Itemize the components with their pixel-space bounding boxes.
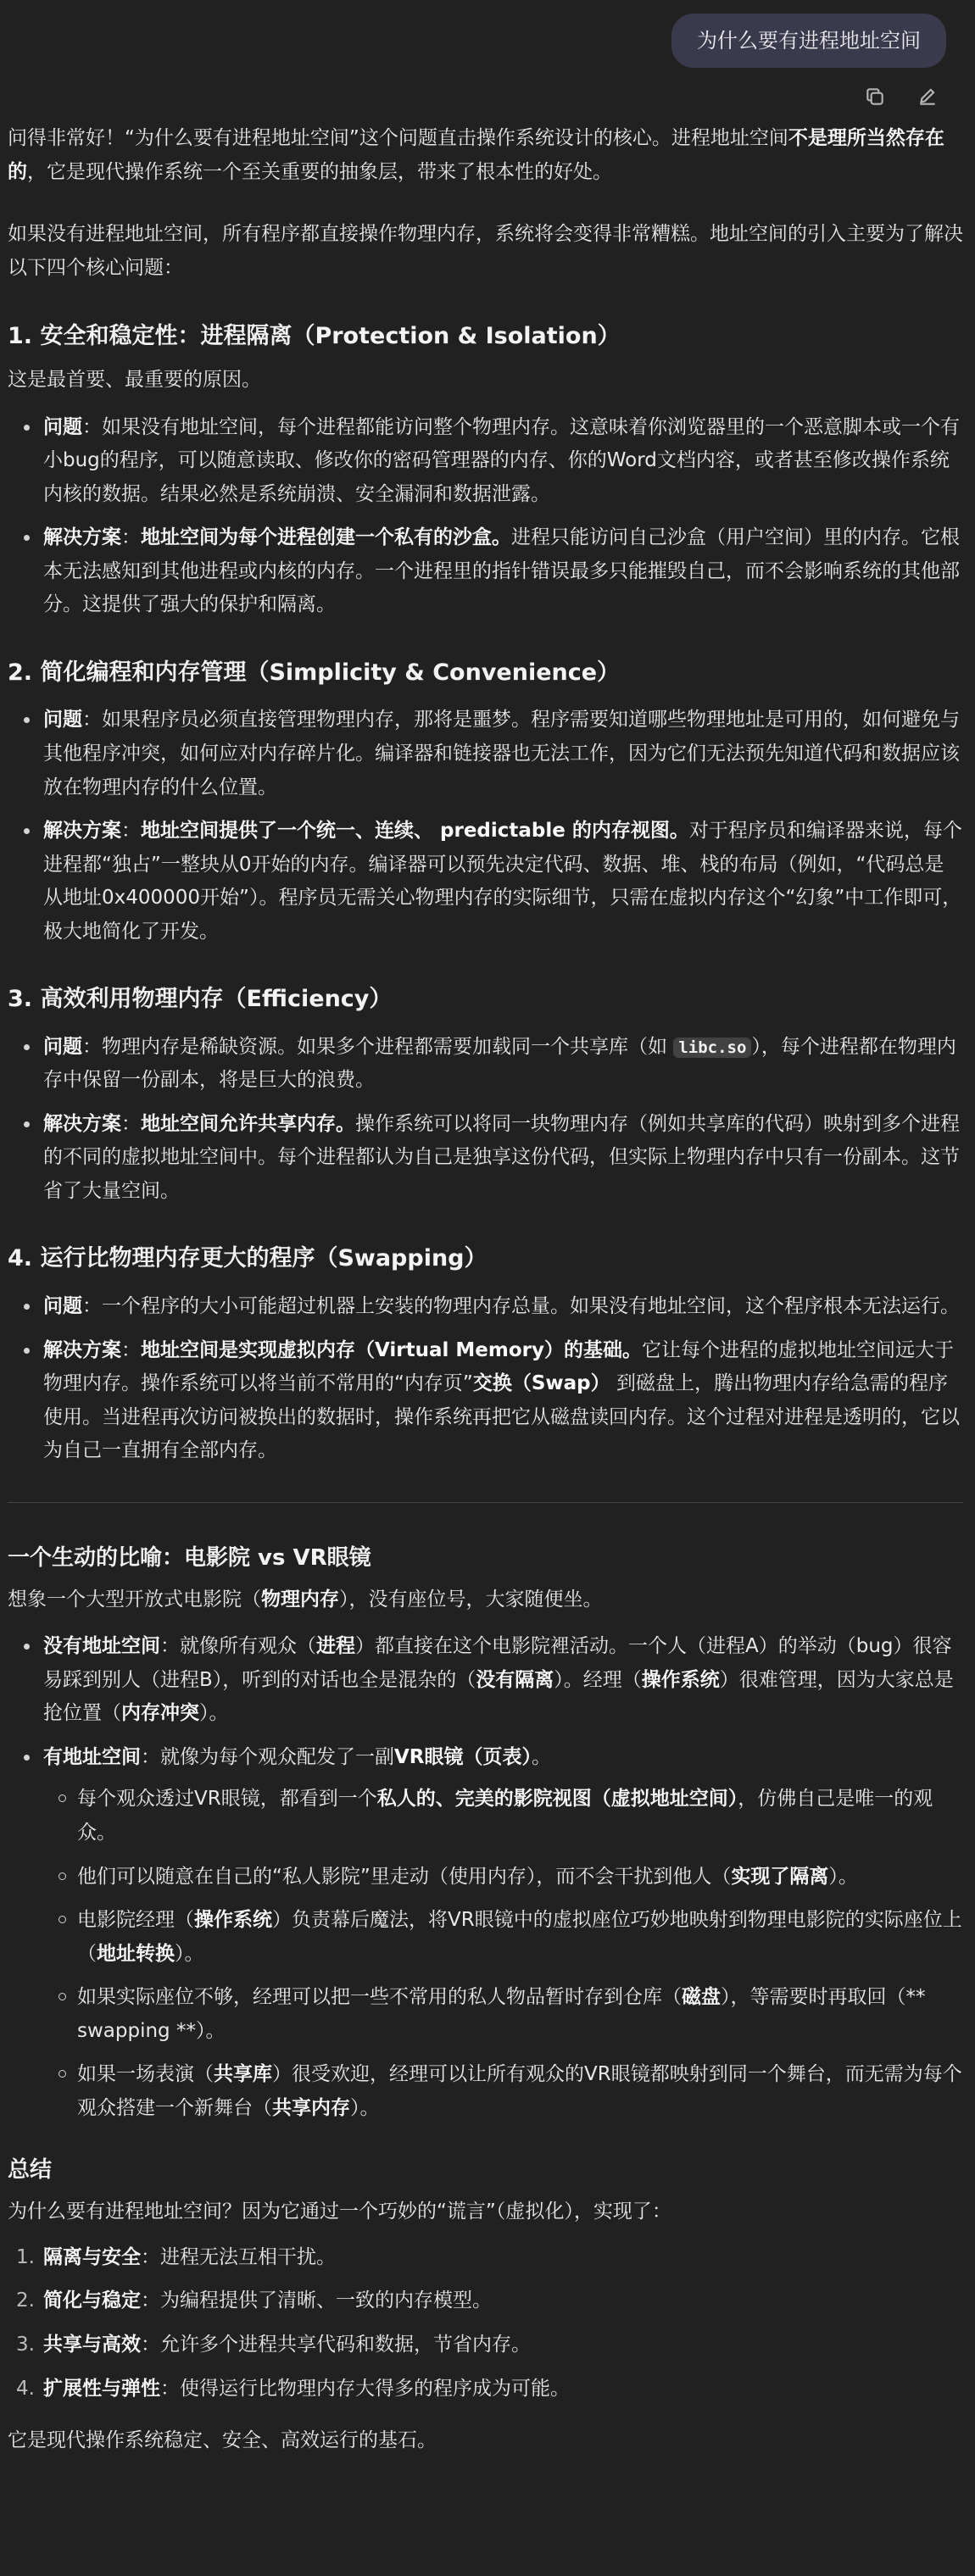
user-message-bubble: 为什么要有进程地址空间 <box>671 14 946 68</box>
summary-item: 1. 隔离与安全：进程无法互相干扰。 <box>16 2245 336 2268</box>
summary-item: 4. 扩展性与弹性：使得运行比物理内存大得多的程序成为可能。 <box>16 2377 570 2400</box>
copy-icon <box>864 86 886 108</box>
sublist-item: 他们可以随意在自己的“私人影院”里走动（使用内存），而不会干扰到他人（实现了隔离）。 <box>77 1861 963 1894</box>
summary-closing: 它是现代操作系统稳定、安全、高效运行的基石。 <box>8 2429 437 2452</box>
answer-paragraph-2: 如果没有进程地址空间，所有程序都直接操作物理内存，系统将会变得非常糟糕。地址空间的引入主要为了解决以下四个核心问题： <box>8 223 963 280</box>
user-message-row <box>0 0 975 68</box>
summary-lead: 为什么要有进程地址空间？因为它通过一个巧妙的“谎言”（虚拟化），实现了： <box>8 2200 671 2223</box>
summary-item: 3. 共享与高效：允许多个进程共享代码和数据，节省内存。 <box>16 2334 531 2356</box>
list-item: 问题：物理内存是稀缺资源。如果多个进程都需要加载同一个共享库（如 libc.so ），每个进程都在物理内存中保留一份副本，将是巨大的浪费。 <box>43 1031 963 1098</box>
edit-button[interactable] <box>914 83 941 110</box>
analogy-lead: 想象一个大型开放式电影院（物理内存），没有座位号，大家随便坐。 <box>8 1588 603 1611</box>
analogy-list <box>8 1630 963 2125</box>
section-2-heading: 2. 简化编程和内存管理（Simplicity & Convenience） <box>8 659 621 686</box>
list-item: 解决方案：地址空间是实现虚拟内存（Virtual Memory）的基础。它让每个进程的虚拟地址空间远大于物理内存。操作系统可以将当前不常用的“内存页”交换（Swap） 到磁盘上，腾出物理内存给急需的程序使用。当进程再次访问被换出的数据时，操作系统再把它从磁盘读回内存。这个过程对进程是透明的，它以为自己一直拥有全部内存。 <box>43 1334 963 1468</box>
inline-code: libc.so <box>673 1038 751 1058</box>
section-3-heading: 3. 高效利用物理内存（Efficiency） <box>8 986 393 1013</box>
summary-heading: 总结 <box>8 2157 53 2184</box>
list-item: 解决方案：地址空间提供了一个统一、连续、 predictable 的内存视图。对于程序员和编译器来说，每个进程都“独占”一整块从0开始的内存。编译器可以预先决定代码、数据、堆、栈的布局（例如，“代码总是从地址0x400000开始”）。程序员无需关心物理内存的实际细节，只需在虚拟内存这个“幻象”中工作即可，极大地简化了开发。 <box>43 815 963 949</box>
message-actions <box>0 68 975 110</box>
list-item: 解决方案：地址空间为每个进程创建一个私有的沙盒。进程只能访问自己沙盒（用户空间）里的内存。它根本无法感知到其他进程或内核的内存。一个进程里的指针错误最多只能摧毁自己，而不会影响系统的其他部分。这提供了强大的保护和隔离。 <box>43 521 963 622</box>
copy-button[interactable] <box>861 83 889 110</box>
analogy-sublist <box>43 1783 963 2125</box>
sublist-item: 电影院经理（操作系统）负责幕后魔法，将VR眼镜中的虚拟座位巧妙地映射到物理电影院的实际座位上（地址转换）。 <box>77 1904 963 1971</box>
list-item: 解决方案：地址空间允许共享内存。操作系统可以将同一块物理内存（例如共享库的代码）映射到多个进程的不同的虚拟地址空间中。每个进程都认为自己是独享这份代码，但实际上物理内存中只有一份副本。这节省了大量空间。 <box>43 1108 963 1209</box>
analogy-heading: 一个生动的比喻：电影院 vs VR眼镜 <box>8 1544 371 1571</box>
section-4-heading: 4. 运行比物理内存更大的程序（Swapping） <box>8 1245 488 1272</box>
list-item: 有地址空间：就像为每个观众配发了一副VR眼镜（页表）。 每个观众透过VR眼镜，都看到一个私人的、完美的影院视图（虚拟地址空间），仿佛自己是唯一的观众。 他们可以随意在自己的“私人影院”里走动（使用内存），而不会干扰到他人（实现了隔离）。 电影院经理（操作系统）负责幕后魔法，将VR眼镜中的虚拟座位巧妙地映射到物理电影院的实际座位上（地址转换）。 如果实际座位不够，经理可以把一些不常用的私人物品暂时存到仓库（磁盘），等需要时再取回（** swapping **）。 如果一场表演（共享库）很受欢迎，经理可以让所有观众的VR眼镜都映射到同一个舞台，而无需为每个观众搭建一个新舞台（共享内存）。 <box>43 1741 963 2125</box>
summary-item: 2. 简化与稳定：为编程提供了清晰、一致的内存模型。 <box>16 2289 492 2312</box>
assistant-answer <box>0 122 975 2457</box>
answer-intro: 问得非常好！“为什么要有进程地址空间”这个问题直击操作系统设计的核心。进程地址空间不是理所当然存在的，它是现代操作系统一个至关重要的抽象层，带来了根本性的好处。 <box>8 127 944 183</box>
sublist-item: 如果实际座位不够，经理可以把一些不常用的私人物品暂时存到仓库（磁盘），等需要时再取回（** swapping **）。 <box>77 1981 963 2048</box>
section-1-heading: 1. 安全和稳定性：进程隔离（Protection & Isolation） <box>8 322 621 349</box>
summary-list <box>8 2241 963 2406</box>
list-item: 问题：一个程序的大小可能超过机器上安装的物理内存总量。如果没有地址空间，这个程序根本无法运行。 <box>43 1290 963 1324</box>
edit-icon <box>916 86 939 108</box>
list-item: 没有地址空间：就像所有观众（进程）都直接在这个电影院裡活动。一个人（进程A）的举动（bug）很容易踩到别人（进程B），听到的对话也全是混杂的（没有隔离）。经理（操作系统）很难管理，因为大家总是抢位置（内存冲突）。 <box>43 1630 963 1731</box>
section-1-lead: 这是最首要、最重要的原因。 <box>8 369 261 392</box>
section-2-list <box>8 704 963 949</box>
section-3-list <box>8 1031 963 1209</box>
section-divider <box>8 1502 963 1503</box>
sublist-item: 如果一场表演（共享库）很受欢迎，经理可以让所有观众的VR眼镜都映射到同一个舞台，而无需为每个观众搭建一个新舞台（共享内存）。 <box>77 2058 963 2125</box>
section-4-list <box>8 1290 963 1468</box>
section-1-list <box>8 411 963 622</box>
list-item: 问题：如果没有地址空间，每个进程都能访问整个物理内存。这意味着你浏览器里的一个恶意脚本或一个有小bug的程序，可以随意读取、修改你的密码管理器的内存、你的Word文档内容，或者甚至修改操作系统内核的数据。结果必然是系统崩溃、安全漏洞和数据泄露。 <box>43 411 963 512</box>
list-item: 问题：如果程序员必须直接管理物理内存，那将是噩梦。程序需要知道哪些物理地址是可用的，如何避免与其他程序冲突，如何应对内存碎片化。编译器和链接器也无法工作，因为它们无法预先知道代码和数据应该放在物理内存的什么位置。 <box>43 704 963 804</box>
sublist-item: 每个观众透过VR眼镜，都看到一个私人的、完美的影院视图（虚拟地址空间），仿佛自己是唯一的观众。 <box>77 1783 963 1850</box>
